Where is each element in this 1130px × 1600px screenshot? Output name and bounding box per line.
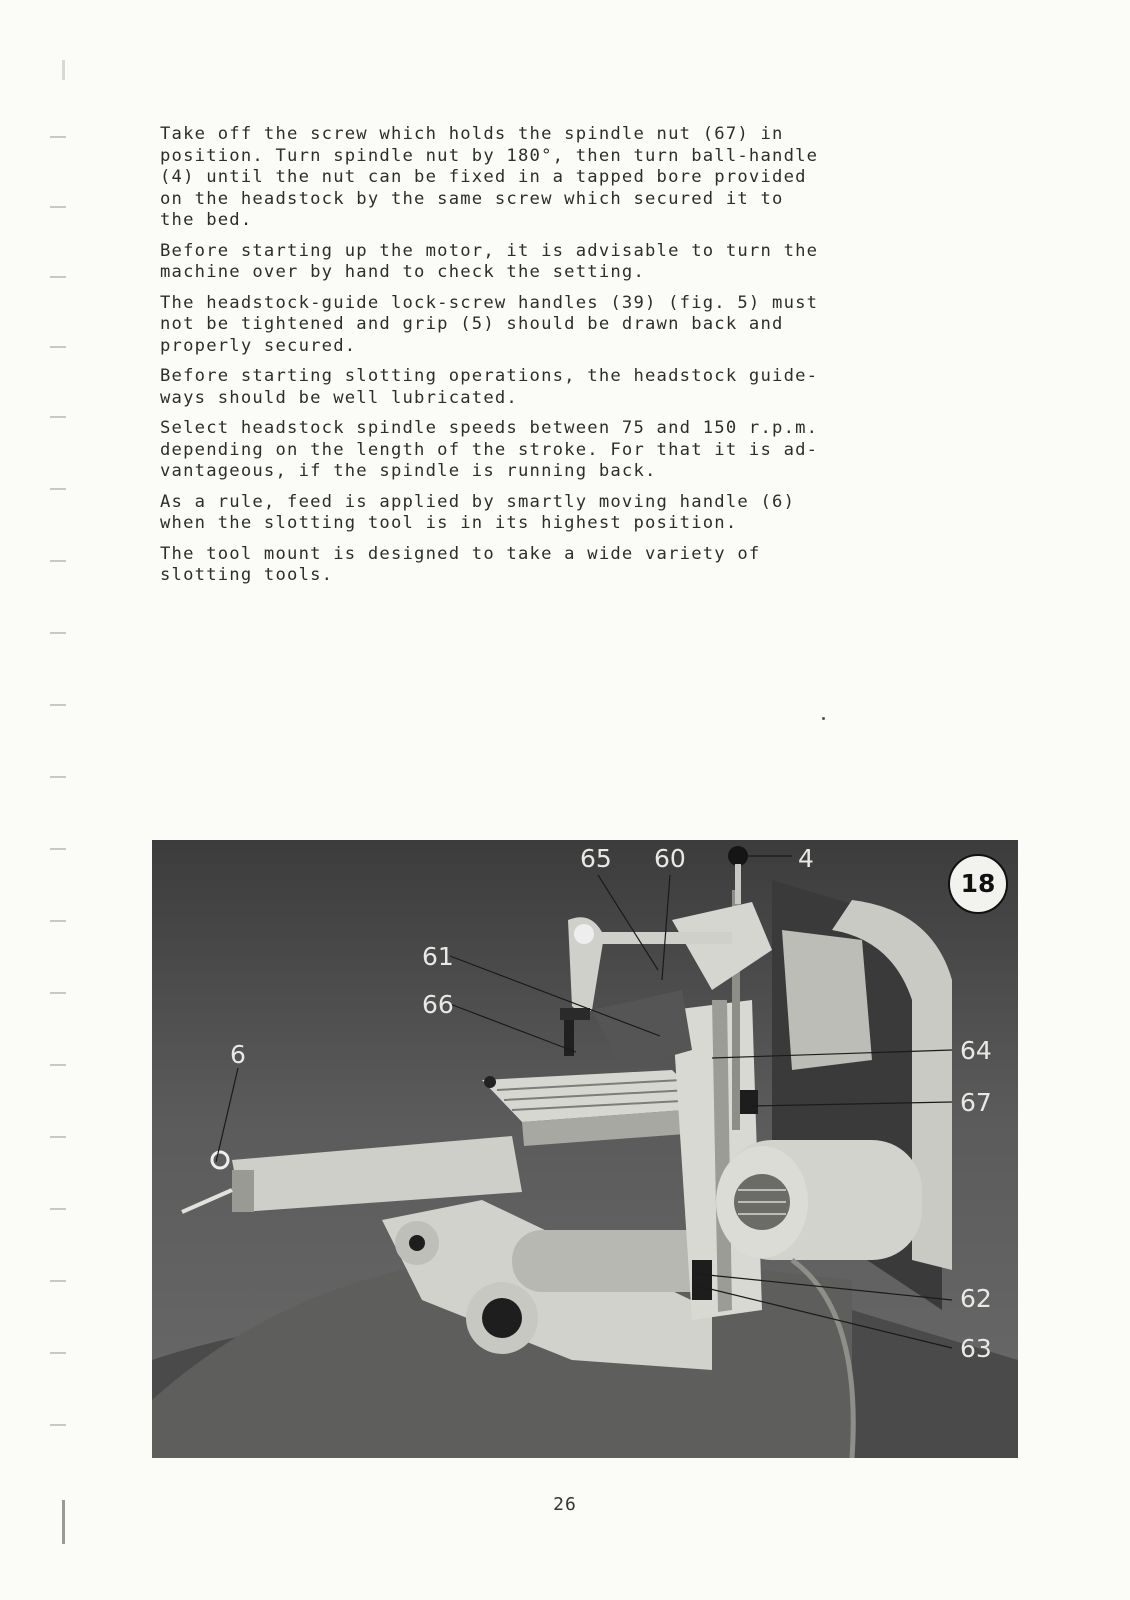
machine-photo [152, 840, 1018, 1458]
callout-6: 6 [230, 1040, 246, 1069]
callout-65: 65 [580, 844, 612, 873]
page-number: 26 [553, 1494, 577, 1515]
callout-63: 63 [960, 1334, 992, 1363]
paragraph-lubrication: Before starting slotting operations, the headstock guide- ways should be well lubricated. [160, 366, 819, 408]
callout-67: 67 [960, 1088, 992, 1117]
figure-number-badge: 18 [948, 854, 1008, 914]
callout-61: 61 [422, 942, 454, 971]
paragraph-motor-check: Before starting up the motor, it is advisable to turn the machine over by hand to check the setting. [160, 240, 819, 282]
machine-illustration [152, 840, 1018, 1458]
callout-4: 4 [798, 844, 814, 873]
paragraph-lock-screw: The headstock-guide lock-screw handles (39) (fig. 5) must not be tightened and grip (5) should be drawn back and properly secured. [160, 292, 819, 356]
paragraph-tool-mount: The tool mount is designed to take a wide variety of slotting tools. [160, 543, 761, 585]
paragraph-feed: As a rule, feed is applied by smartly moving handle (6) when the slotting tool is in its highest position. [160, 491, 796, 533]
callout-66: 66 [422, 990, 454, 1019]
stray-dot [822, 717, 825, 720]
callout-62: 62 [960, 1284, 992, 1313]
paragraph-spindle-speeds: Select headstock spindle speeds between 75 and 150 r.p.m. depending on the length of the stroke. For that it is ad- vantageous, if the spindle is running back. [160, 418, 819, 481]
callout-60: 60 [654, 844, 686, 873]
instructions-text [160, 124, 920, 596]
paragraph-spindle-nut: Take off the screw which holds the spindle nut (67) in position. Turn spindle nut by 180°, then turn ball-handle (4) until the nut can be fixed in a tapped bore provided on the headstock by the same screw which secured it to the bed. [160, 124, 819, 230]
callout-64: 64 [960, 1036, 992, 1065]
